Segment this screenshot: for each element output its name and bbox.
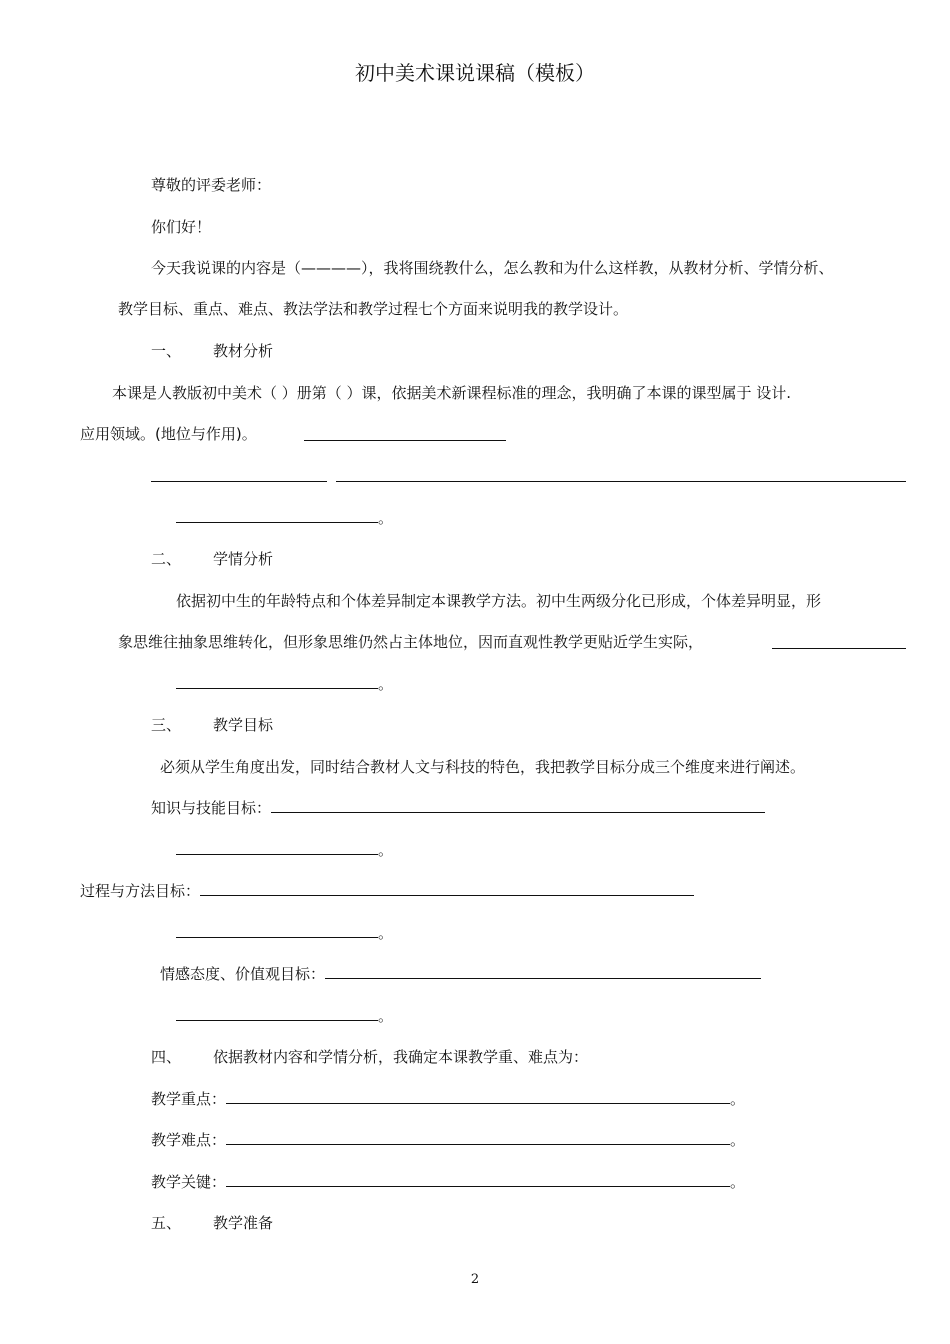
blank-sentence [176,1006,393,1026]
period: 。 [730,1131,746,1149]
fill-blank-line [176,840,378,855]
fill-blank-line [325,964,761,979]
material-line-2: 应用领域。(地位与作用)。 [80,425,257,443]
blank-sentence [176,674,393,694]
fill-blank-line [226,1130,730,1145]
section-number: 二、 [151,550,182,568]
intro-line-1 [151,258,834,278]
keypoint-label: 教学关键： [151,1173,227,1191]
students-line-1: 依据初中生的年龄特点和个体差异制定本课教学方法。初中生两级分化已形成，个体差异明显，形 [176,592,822,610]
goal-label: 过程与方法目标： [80,882,201,900]
keypoint-label: 教学难点： [151,1131,227,1149]
section-number: 三、 [151,716,182,734]
section-title: 教学目标 [213,716,274,734]
section-title: 教材分析 [213,342,274,360]
section-title: 依据教材内容和学情分析，我确定本课教学重、难点为： [213,1048,589,1066]
period: 。 [730,1090,746,1108]
goal-process [80,881,694,901]
fill-blank-line [200,881,694,896]
intro-suffix: ），我将围绕教什么，怎么教和为什么这样教，从教材分析、学情分析、 [361,259,834,277]
section-title: 学情分析 [213,550,274,568]
period: 。 [378,1007,394,1025]
fill-blank-line [226,1172,730,1187]
blank-sentence [176,840,393,860]
intro-blank: ———— [301,259,362,277]
section-number: 四、 [151,1048,182,1066]
students-line-2: 象思维往抽象思维转化，但形象思维仍然占主体地位，因而直观性教学更贴近学生实际， [118,633,704,651]
blank-sentence [176,923,393,943]
section-heading-2 [151,549,273,569]
goal-emotion [160,964,761,984]
section-heading-1 [151,341,273,361]
hello: 你们好！ [151,218,212,236]
period: 。 [730,1173,746,1191]
goals-intro: 必须从学生角度出发，同时结合教材人文与科技的特色，我把教学目标分成三个维度来进行阐述。 [160,758,806,776]
period: 。 [378,841,394,859]
intro-line-2: 教学目标、重点、难点、教法学法和教学过程七个方面来说明我的教学设计。 [118,300,629,318]
period: 。 [378,675,394,693]
fill-blank-line [176,1006,378,1021]
page-title: 初中美术课说课稿（模板） [355,61,595,85]
goal-label: 知识与技能目标： [151,799,272,817]
section-heading-4 [151,1047,588,1067]
fill-blank-line [151,481,327,482]
goal-knowledge [151,798,765,818]
blank-sentence [176,508,393,528]
fill-blank-line [304,440,506,441]
fill-blank-line [336,481,906,482]
teaching-difficulty [151,1130,745,1150]
teaching-key [151,1172,745,1192]
fill-blank-line [176,674,378,689]
intro-prefix: 今天我说课的内容是（ [151,259,302,277]
section-number: 五、 [151,1214,182,1232]
teaching-focus [151,1089,745,1109]
fill-blank-line [226,1089,730,1104]
fill-blank-line [176,923,378,938]
fill-blank-line [772,648,906,649]
goal-label: 情感态度、价值观目标： [160,965,326,983]
page-number: 2 [470,1272,480,1287]
fill-blank-line [271,798,765,813]
fill-blank-line [176,508,378,523]
section-heading-3 [151,715,273,735]
section-title: 教学准备 [213,1214,274,1232]
period: 。 [378,509,394,527]
period: 。 [378,924,394,942]
greeting: 尊敬的评委老师： [151,176,272,194]
section-heading-5 [151,1213,273,1233]
keypoint-label: 教学重点： [151,1090,227,1108]
material-line-1: 本课是人教版初中美术（ ）册第（ ）课，依据美术新课程标准的理念，我明确了本课的课型属于 设计. [112,384,792,402]
section-number: 一、 [151,342,182,360]
